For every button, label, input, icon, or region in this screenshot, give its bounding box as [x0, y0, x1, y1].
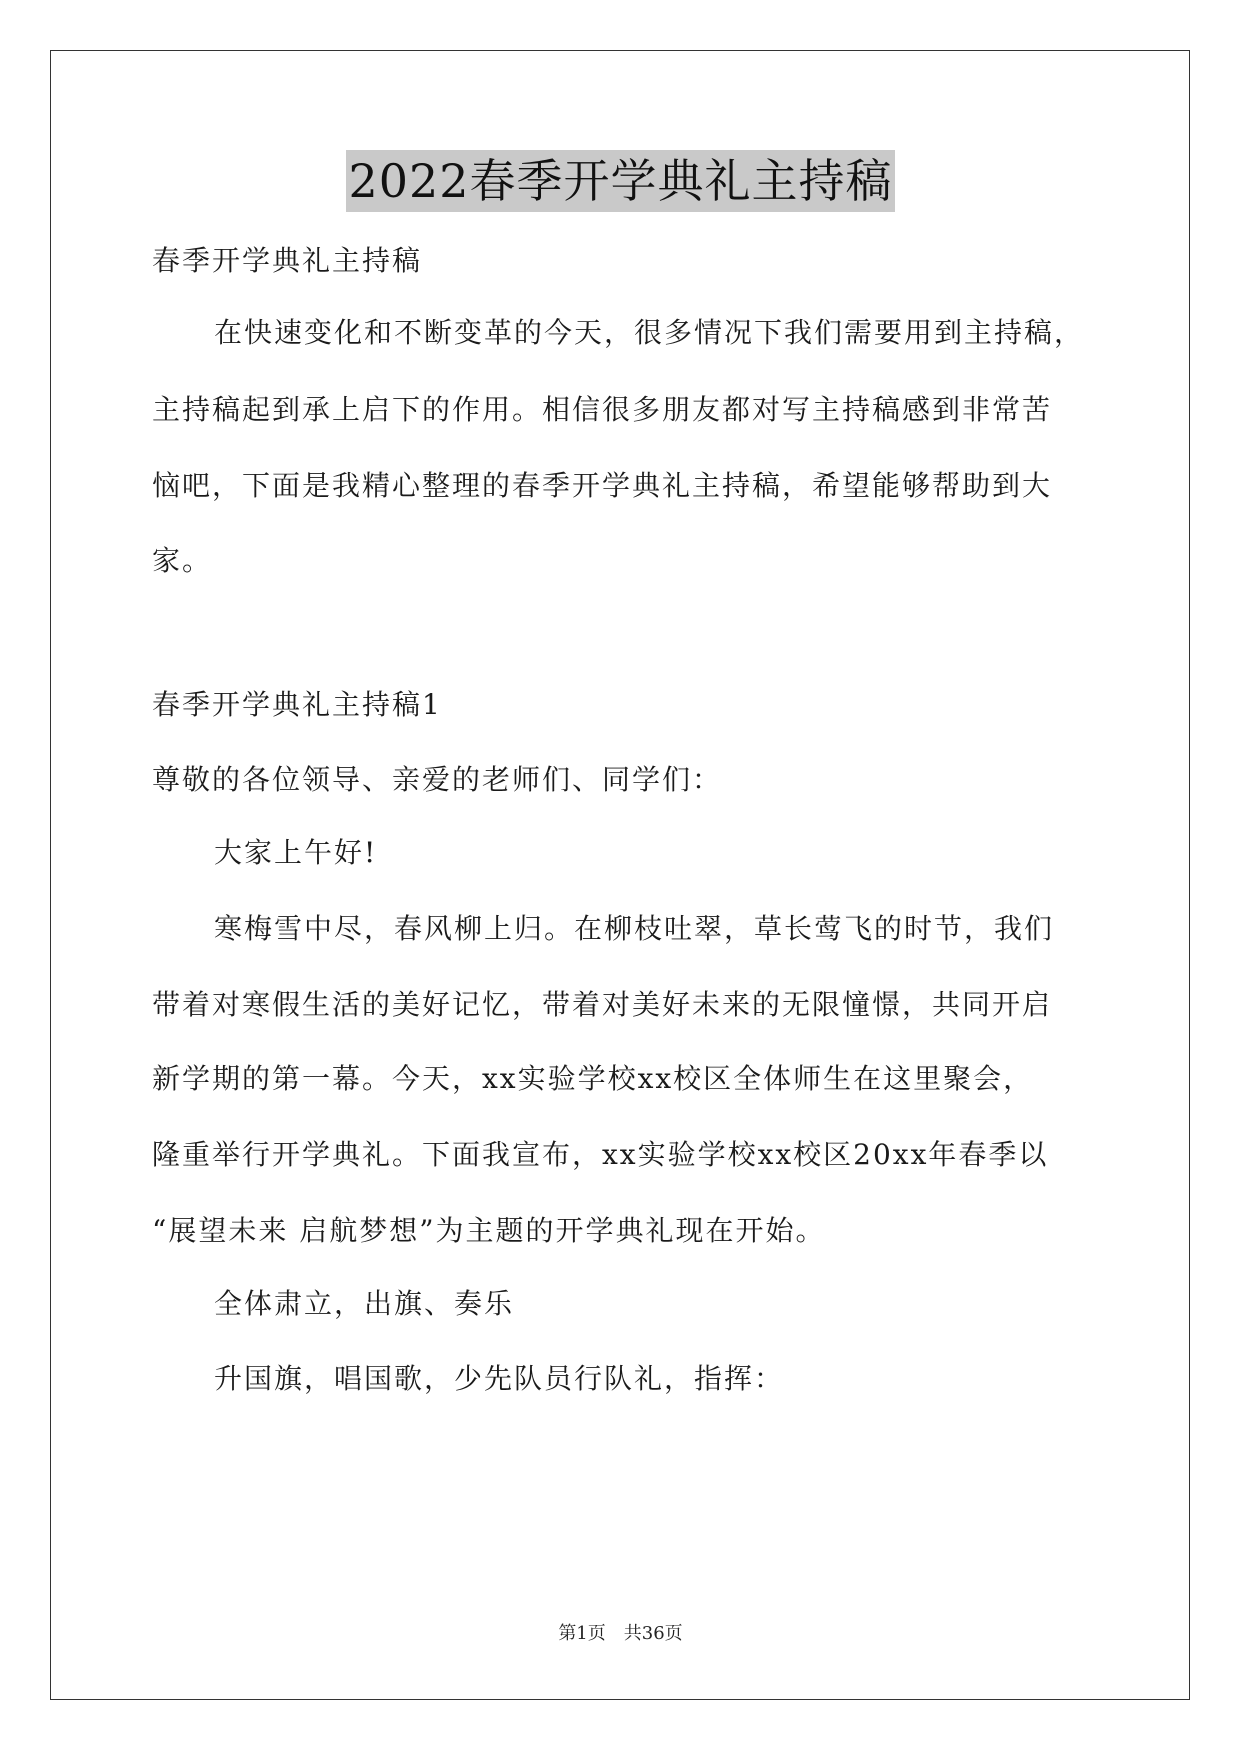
paragraph-line: “展望未来 启航梦想”为主题的开学典礼现在开始。 [152, 1214, 826, 1247]
greeting-line: 大家上午好! [214, 836, 378, 869]
document-title: 2022春季开学典礼主持稿 [346, 150, 894, 212]
title-container [0, 150, 1241, 212]
paragraph-line: 主持稿起到承上启下的作用。相信很多朋友都对写主持稿感到非常苦 [152, 393, 1053, 426]
paragraph-line: 新学期的第一幕。今天，xx实验学校xx校区全体师生在这里聚会， [152, 1062, 1034, 1095]
salutation-line: 尊敬的各位领导、亲爱的老师们、同学们： [152, 763, 723, 796]
paragraph-line: 家。 [152, 544, 213, 577]
paragraph-line: 恼吧，下面是我精心整理的春季开学典礼主持稿，希望能够帮助到大 [152, 469, 1053, 502]
paragraph-line: 在快速变化和不断变革的今天，很多情况下我们需要用到主持稿， [214, 316, 1085, 349]
paragraph-line: 升国旗，唱国歌，少先队员行队礼，指挥： [214, 1362, 785, 1395]
paragraph-line: 带着对寒假生活的美好记忆，带着对美好未来的无限憧憬，共同开启 [152, 988, 1053, 1021]
page-border [50, 50, 1190, 1700]
paragraph-line: 全体肃立，出旗、奏乐 [214, 1287, 515, 1320]
paragraph-line: 寒梅雪中尽，春风柳上归。在柳枝吐翠，草长莺飞的时节，我们 [214, 912, 1055, 945]
paragraph-line: 隆重举行开学典礼。下面我宣布，xx实验学校xx校区20xx年春季以 [152, 1138, 1049, 1171]
section-heading: 春季开学典礼主持稿1 [152, 688, 442, 721]
subtitle-line: 春季开学典礼主持稿 [152, 244, 423, 277]
page-number-footer: 第1页 共36页 [558, 1623, 683, 1644]
